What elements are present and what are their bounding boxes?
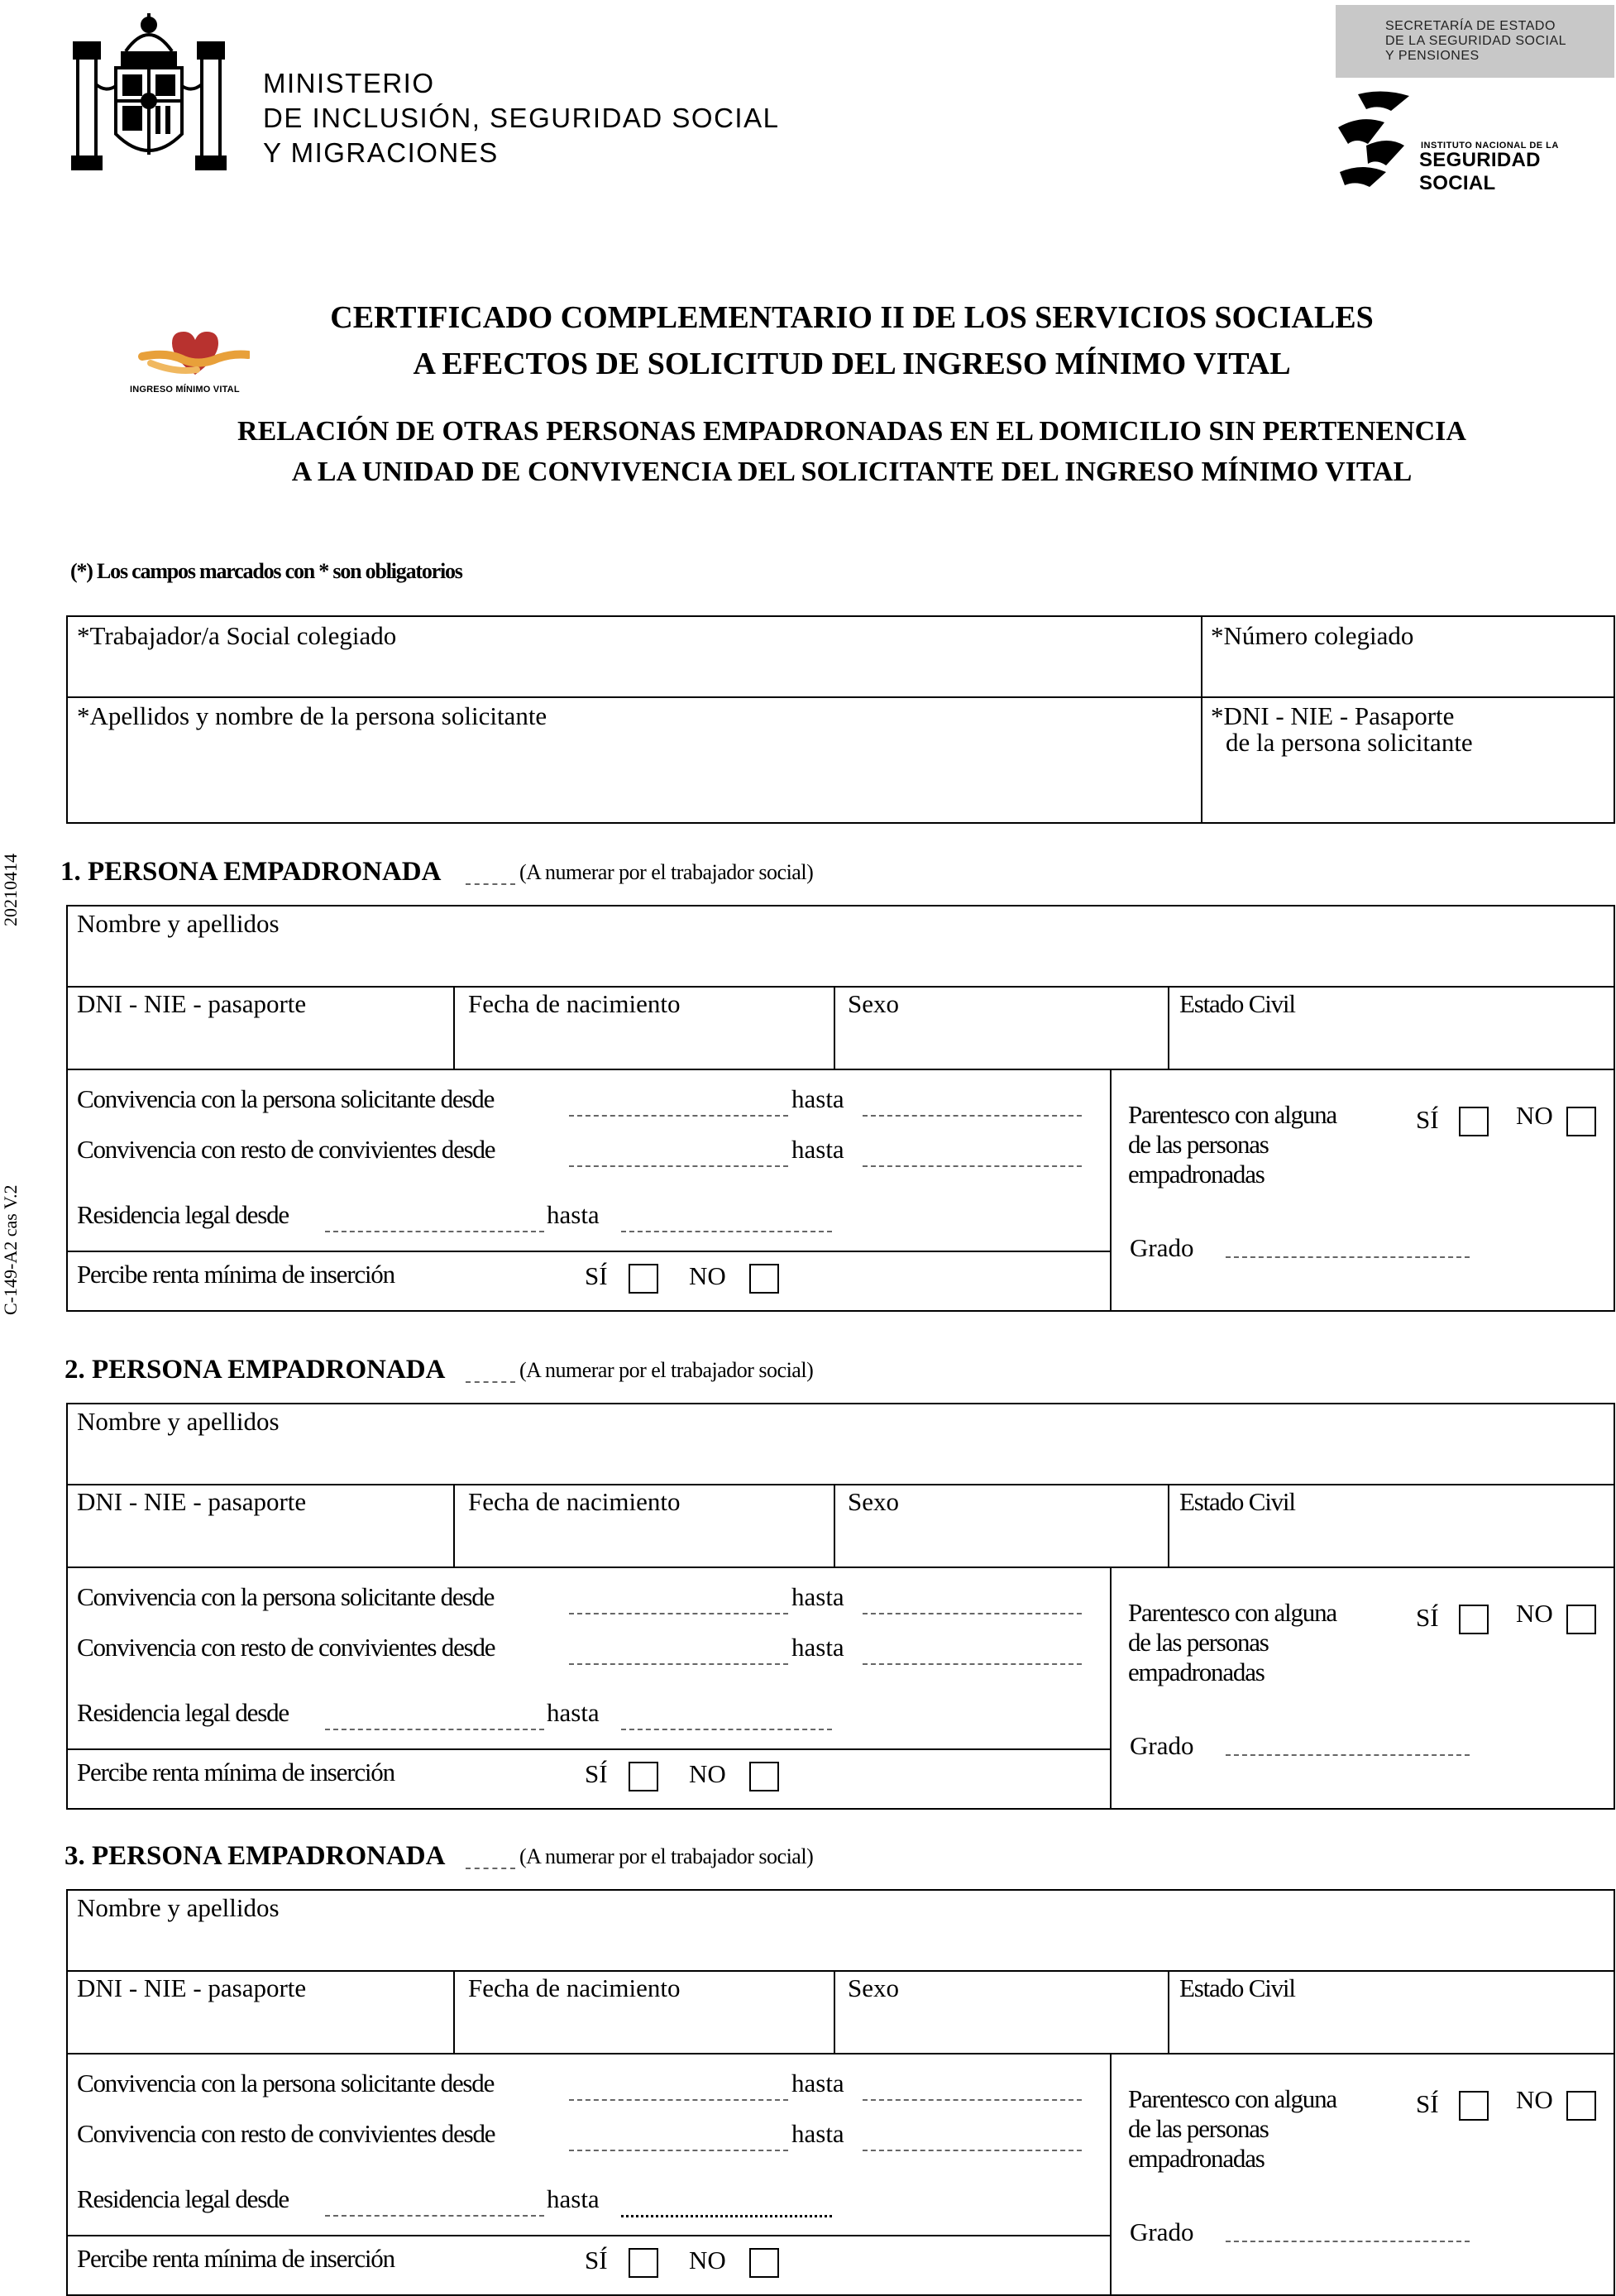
degree-label: Grado xyxy=(1130,1233,1194,1262)
title-line-3: RELACIÓN DE OTRAS PERSONAS EMPADRONADAS EN EL DOMICILIO SIN PERTENENCIA xyxy=(237,416,1466,447)
income-no-checkbox[interactable] xyxy=(749,1264,779,1294)
kinship-yes-checkbox[interactable] xyxy=(1459,1107,1489,1136)
kinship-no-checkbox[interactable] xyxy=(1566,2091,1596,2121)
residence-label: Residencia legal desde xyxy=(77,1698,289,1727)
applicant-column-divider xyxy=(1201,615,1202,824)
residence-from-field[interactable] xyxy=(325,1729,544,1730)
sex-label: Sexo xyxy=(848,989,899,1018)
birth-label: Fecha de nacimiento xyxy=(468,989,681,1018)
person-heading: 2. PERSONA EMPADRONADA xyxy=(65,1355,446,1385)
imv-logo-label: INGRESO MÍNIMO VITAL xyxy=(130,385,240,395)
conv-rest-label: Convivencia con resto de convivientes desde xyxy=(77,2119,495,2148)
name-label: Nombre y apellidos xyxy=(77,909,280,938)
conv-rest-label: Convivencia con resto de convivientes desde xyxy=(77,1135,495,1164)
kinship-no-label: NO xyxy=(1516,1599,1553,1628)
conv-applicant-until-label: hasta xyxy=(791,1084,844,1113)
income-yes-checkbox[interactable] xyxy=(629,2248,658,2278)
identity-col-divider-1 xyxy=(453,1970,455,2054)
conv-rest-from-field[interactable] xyxy=(569,2150,788,2151)
details-income-divider xyxy=(66,1748,1112,1750)
identity-divider xyxy=(66,1484,1615,1485)
degree-label: Grado xyxy=(1130,1731,1194,1760)
name-label: Nombre y apellidos xyxy=(77,1893,280,1922)
name-field[interactable] xyxy=(68,906,1613,984)
details-col-divider xyxy=(1110,1567,1112,1810)
residence-label: Residencia legal desde xyxy=(77,1200,289,1229)
income-yes-checkbox[interactable] xyxy=(629,1762,658,1791)
ministry-name: MINISTERIO DE INCLUSIÓN, SEGURIDAD SOCIAL Y MIGRACIONES xyxy=(263,68,780,168)
degree-field[interactable] xyxy=(1226,1256,1470,1258)
conv-rest-until-label: hasta xyxy=(791,2119,844,2148)
dni-label: DNI - NIE - pasaporte xyxy=(77,1973,307,2002)
kinship-label: Parentesco con alguna de las personas empadronadas xyxy=(1128,1598,1336,1686)
kinship-no-label: NO xyxy=(1516,1101,1553,1130)
kinship-no-label: NO xyxy=(1516,2085,1553,2114)
identity-col-divider-2 xyxy=(834,1970,835,2054)
inss-logo-icon xyxy=(1333,86,1416,189)
number-note: (A numerar por el trabajador social) xyxy=(519,1844,814,1868)
sex-label: Sexo xyxy=(848,1487,899,1516)
person-number-field[interactable] xyxy=(466,1868,515,1869)
income-yes-label: SÍ xyxy=(585,1261,608,1290)
income-no-label: NO xyxy=(689,2246,726,2274)
residence-until-field[interactable] xyxy=(621,2215,832,2217)
applicant-number-label: *Número colegiado xyxy=(1211,621,1414,650)
civil-label: Estado Civil xyxy=(1179,1973,1295,2002)
residence-until-field[interactable] xyxy=(621,1729,832,1730)
identity-col-divider-2 xyxy=(834,1484,835,1568)
inss-big-text: SEGURIDAD SOCIAL xyxy=(1419,149,1541,194)
conv-applicant-until-field[interactable] xyxy=(863,2099,1082,2101)
applicant-dni-label: *DNI - NIE - Pasaporte de la persona solicitante xyxy=(1211,701,1473,757)
kinship-label: Parentesco con alguna de las personas empadronadas xyxy=(1128,1100,1336,1189)
conv-applicant-label: Convivencia con la persona solicitante desde xyxy=(77,1084,495,1113)
income-yes-label: SÍ xyxy=(585,2246,608,2274)
birth-label: Fecha de nacimiento xyxy=(468,1973,681,2002)
details-income-divider xyxy=(66,2235,1112,2236)
residence-from-field[interactable] xyxy=(325,1231,544,1232)
conv-rest-from-field[interactable] xyxy=(569,1663,788,1665)
identity-col-divider-1 xyxy=(453,986,455,1070)
identity-col-divider-1 xyxy=(453,1484,455,1568)
person-heading: 3. PERSONA EMPADRONADA xyxy=(65,1841,446,1871)
conv-applicant-from-field[interactable] xyxy=(569,1613,788,1614)
residence-until-field[interactable] xyxy=(621,1231,832,1232)
details-income-divider xyxy=(66,1251,1112,1252)
income-no-checkbox[interactable] xyxy=(749,1762,779,1791)
dni-label: DNI - NIE - pasaporte xyxy=(77,1487,307,1516)
conv-applicant-until-field[interactable] xyxy=(863,1613,1082,1614)
income-label: Percibe renta mínima de inserción xyxy=(77,2244,394,2273)
residence-until-label: hasta xyxy=(547,1200,600,1229)
identity-col-divider-3 xyxy=(1168,1970,1169,2054)
person-heading: 1. PERSONA EMPADRONADA xyxy=(60,857,442,887)
person-number-field[interactable] xyxy=(466,883,515,885)
spain-coat-of-arms-icon xyxy=(68,10,230,184)
kinship-yes-label: SÍ xyxy=(1416,1105,1439,1134)
conv-rest-from-field[interactable] xyxy=(569,1165,788,1167)
applicant-worker-label: *Trabajador/a Social colegiado xyxy=(77,621,397,650)
identity-col-divider-2 xyxy=(834,986,835,1070)
conv-applicant-label: Convivencia con la persona solicitante desde xyxy=(77,2069,495,2097)
residence-label: Residencia legal desde xyxy=(77,2184,289,2213)
kinship-yes-checkbox[interactable] xyxy=(1459,2091,1489,2121)
civil-label: Estado Civil xyxy=(1179,1487,1295,1516)
identity-col-divider-3 xyxy=(1168,986,1169,1070)
income-no-label: NO xyxy=(689,1261,726,1290)
conv-applicant-until-field[interactable] xyxy=(863,1115,1082,1117)
number-note: (A numerar por el trabajador social) xyxy=(519,860,814,884)
side-form-code: C-149-A2 cas V.2 xyxy=(0,1184,21,1315)
conv-applicant-until-label: hasta xyxy=(791,1582,844,1611)
conv-rest-until-field[interactable] xyxy=(863,2150,1082,2151)
kinship-yes-label: SÍ xyxy=(1416,1603,1439,1632)
sex-label: Sexo xyxy=(848,1973,899,2002)
kinship-yes-label: SÍ xyxy=(1416,2089,1439,2118)
residence-until-label: hasta xyxy=(547,1698,600,1727)
kinship-no-checkbox[interactable] xyxy=(1566,1107,1596,1136)
side-date-code: 20210414 xyxy=(0,854,21,926)
kinship-no-checkbox[interactable] xyxy=(1566,1605,1596,1634)
income-label: Percibe renta mínima de inserción xyxy=(77,1260,394,1289)
kinship-yes-checkbox[interactable] xyxy=(1459,1605,1489,1634)
details-col-divider xyxy=(1110,1069,1112,1312)
conv-applicant-label: Convivencia con la persona solicitante desde xyxy=(77,1582,495,1611)
kinship-label: Parentesco con alguna de las personas empadronadas xyxy=(1128,2084,1336,2173)
number-note: (A numerar por el trabajador social) xyxy=(519,1358,814,1382)
conv-applicant-from-field[interactable] xyxy=(569,1115,788,1117)
residence-from-field[interactable] xyxy=(325,2215,544,2217)
income-yes-label: SÍ xyxy=(585,1759,608,1788)
degree-field[interactable] xyxy=(1226,1754,1470,1756)
identity-col-divider-3 xyxy=(1168,1484,1169,1568)
income-yes-checkbox[interactable] xyxy=(629,1264,658,1294)
applicant-divider xyxy=(66,696,1615,698)
conv-rest-until-label: hasta xyxy=(791,1633,844,1662)
identity-divider xyxy=(66,986,1615,988)
name-field[interactable] xyxy=(68,1891,1613,1968)
name-label: Nombre y apellidos xyxy=(77,1407,280,1436)
applicant-name-label: *Apellidos y nombre de la persona solicitante xyxy=(77,701,547,730)
income-label: Percibe renta mínima de inserción xyxy=(77,1758,394,1787)
person-number-field[interactable] xyxy=(466,1381,515,1383)
title-line-1: CERTIFICADO COMPLEMENTARIO II DE LOS SERVICIOS SOCIALES xyxy=(330,300,1374,335)
inss-small-text: INSTITUTO NACIONAL DE LA xyxy=(1421,141,1559,151)
dni-label: DNI - NIE - pasaporte xyxy=(77,989,307,1018)
civil-label: Estado Civil xyxy=(1179,989,1295,1018)
conv-rest-until-field[interactable] xyxy=(863,1663,1082,1665)
income-no-label: NO xyxy=(689,1759,726,1788)
residence-until-label: hasta xyxy=(547,2184,600,2213)
birth-label: Fecha de nacimiento xyxy=(468,1487,681,1516)
degree-label: Grado xyxy=(1130,2217,1194,2246)
degree-field[interactable] xyxy=(1226,2241,1470,2242)
mandatory-note: (*) Los campos marcados con * son obligatorios xyxy=(70,559,462,583)
title-line-2: A EFECTOS DE SOLICITUD DEL INGRESO MÍNIMO VITAL xyxy=(413,347,1291,381)
details-col-divider xyxy=(1110,2053,1112,2296)
conv-rest-label: Convivencia con resto de convivientes desde xyxy=(77,1633,495,1662)
identity-divider xyxy=(66,1970,1615,1972)
conv-applicant-until-label: hasta xyxy=(791,2069,844,2097)
conv-rest-until-field[interactable] xyxy=(863,1165,1082,1167)
conv-rest-until-label: hasta xyxy=(791,1135,844,1164)
conv-applicant-from-field[interactable] xyxy=(569,2099,788,2101)
name-field[interactable] xyxy=(68,1404,1613,1482)
income-no-checkbox[interactable] xyxy=(749,2248,779,2278)
title-line-4: A LA UNIDAD DE CONVIVENCIA DEL SOLICITANTE DEL INGRESO MÍNIMO VITAL xyxy=(291,457,1413,487)
secretaria-badge: SECRETARÍA DE ESTADO DE LA SEGURIDAD SOCIAL Y PENSIONES xyxy=(1336,5,1614,78)
